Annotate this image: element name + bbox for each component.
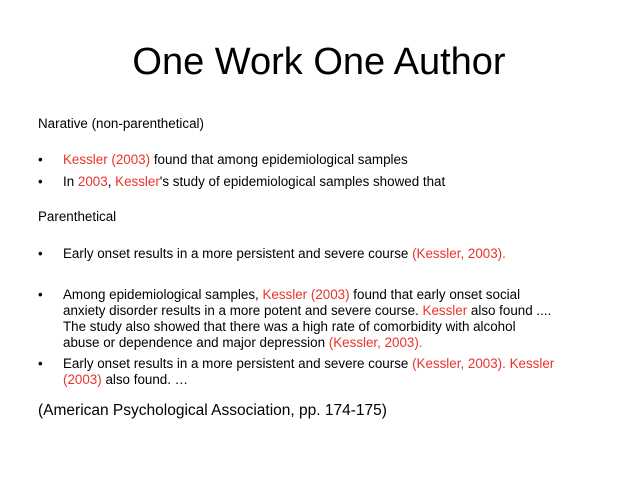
parenthetical-text: Among epidemiological samples, [63,287,263,302]
citation-year: 2003 [77,174,108,189]
bullet-icon: • [38,287,43,302]
narrative-item-text [63,174,445,190]
parenthetical-item-line-2 [63,303,551,319]
citation-year: (2003) [63,372,102,387]
parenthetical-text: found that early onset social [349,287,521,302]
parenthetical-text: also found .... [467,303,552,318]
narrative-item-text [63,152,408,168]
parenthetical-item-line-1 [63,287,520,303]
citation-author: Kessler (2003) [262,287,350,302]
narrative-text: In [63,174,78,189]
citation-author: Kessler [422,303,468,318]
citation: (Kessler, 2003). [328,335,423,350]
parenthetical-text: anxiety disorder results in a more potent and severe course. [63,303,423,318]
narrative-heading: Narative (non-parenthetical) [38,116,204,131]
narrative-text: 's study of epidemiological samples showed that [159,174,446,189]
source-citation: (American Psychological Association, pp. 174-175) [38,402,387,419]
parenthetical-text: also found. … [101,372,189,387]
citation: (Kessler, 2003). Kessler [412,356,555,371]
slide-title: One Work One Author [132,41,506,83]
citation-author: Kessler (2003) [63,152,151,167]
parenthetical-item-line-4 [63,335,423,351]
parenthetical-item-text [63,246,506,262]
bullet-icon: • [38,246,43,261]
parenthetical-text: Early onset results in a more persistent and severe course [63,356,413,371]
citation: (Kessler, 2003). [412,246,506,261]
parenthetical-text: abuse or dependence and major depression [63,335,329,350]
parenthetical-heading: Parenthetical [38,209,117,224]
narrative-text: found that among epidemiological samples [150,152,408,167]
citation-author: Kessler [115,174,160,189]
bullet-icon: • [38,152,43,167]
parenthetical-item-line-1 [63,356,554,372]
parenthetical-item-line-2 [63,372,188,388]
bullet-icon: • [38,174,43,189]
parenthetical-item-line-3: The study also showed that there was a high rate of comorbidity with alcohol [63,319,516,334]
parenthetical-text: Early onset results in a more persistent and severe course [63,246,413,261]
narrative-text: , [107,174,116,189]
bullet-icon: • [38,356,43,371]
